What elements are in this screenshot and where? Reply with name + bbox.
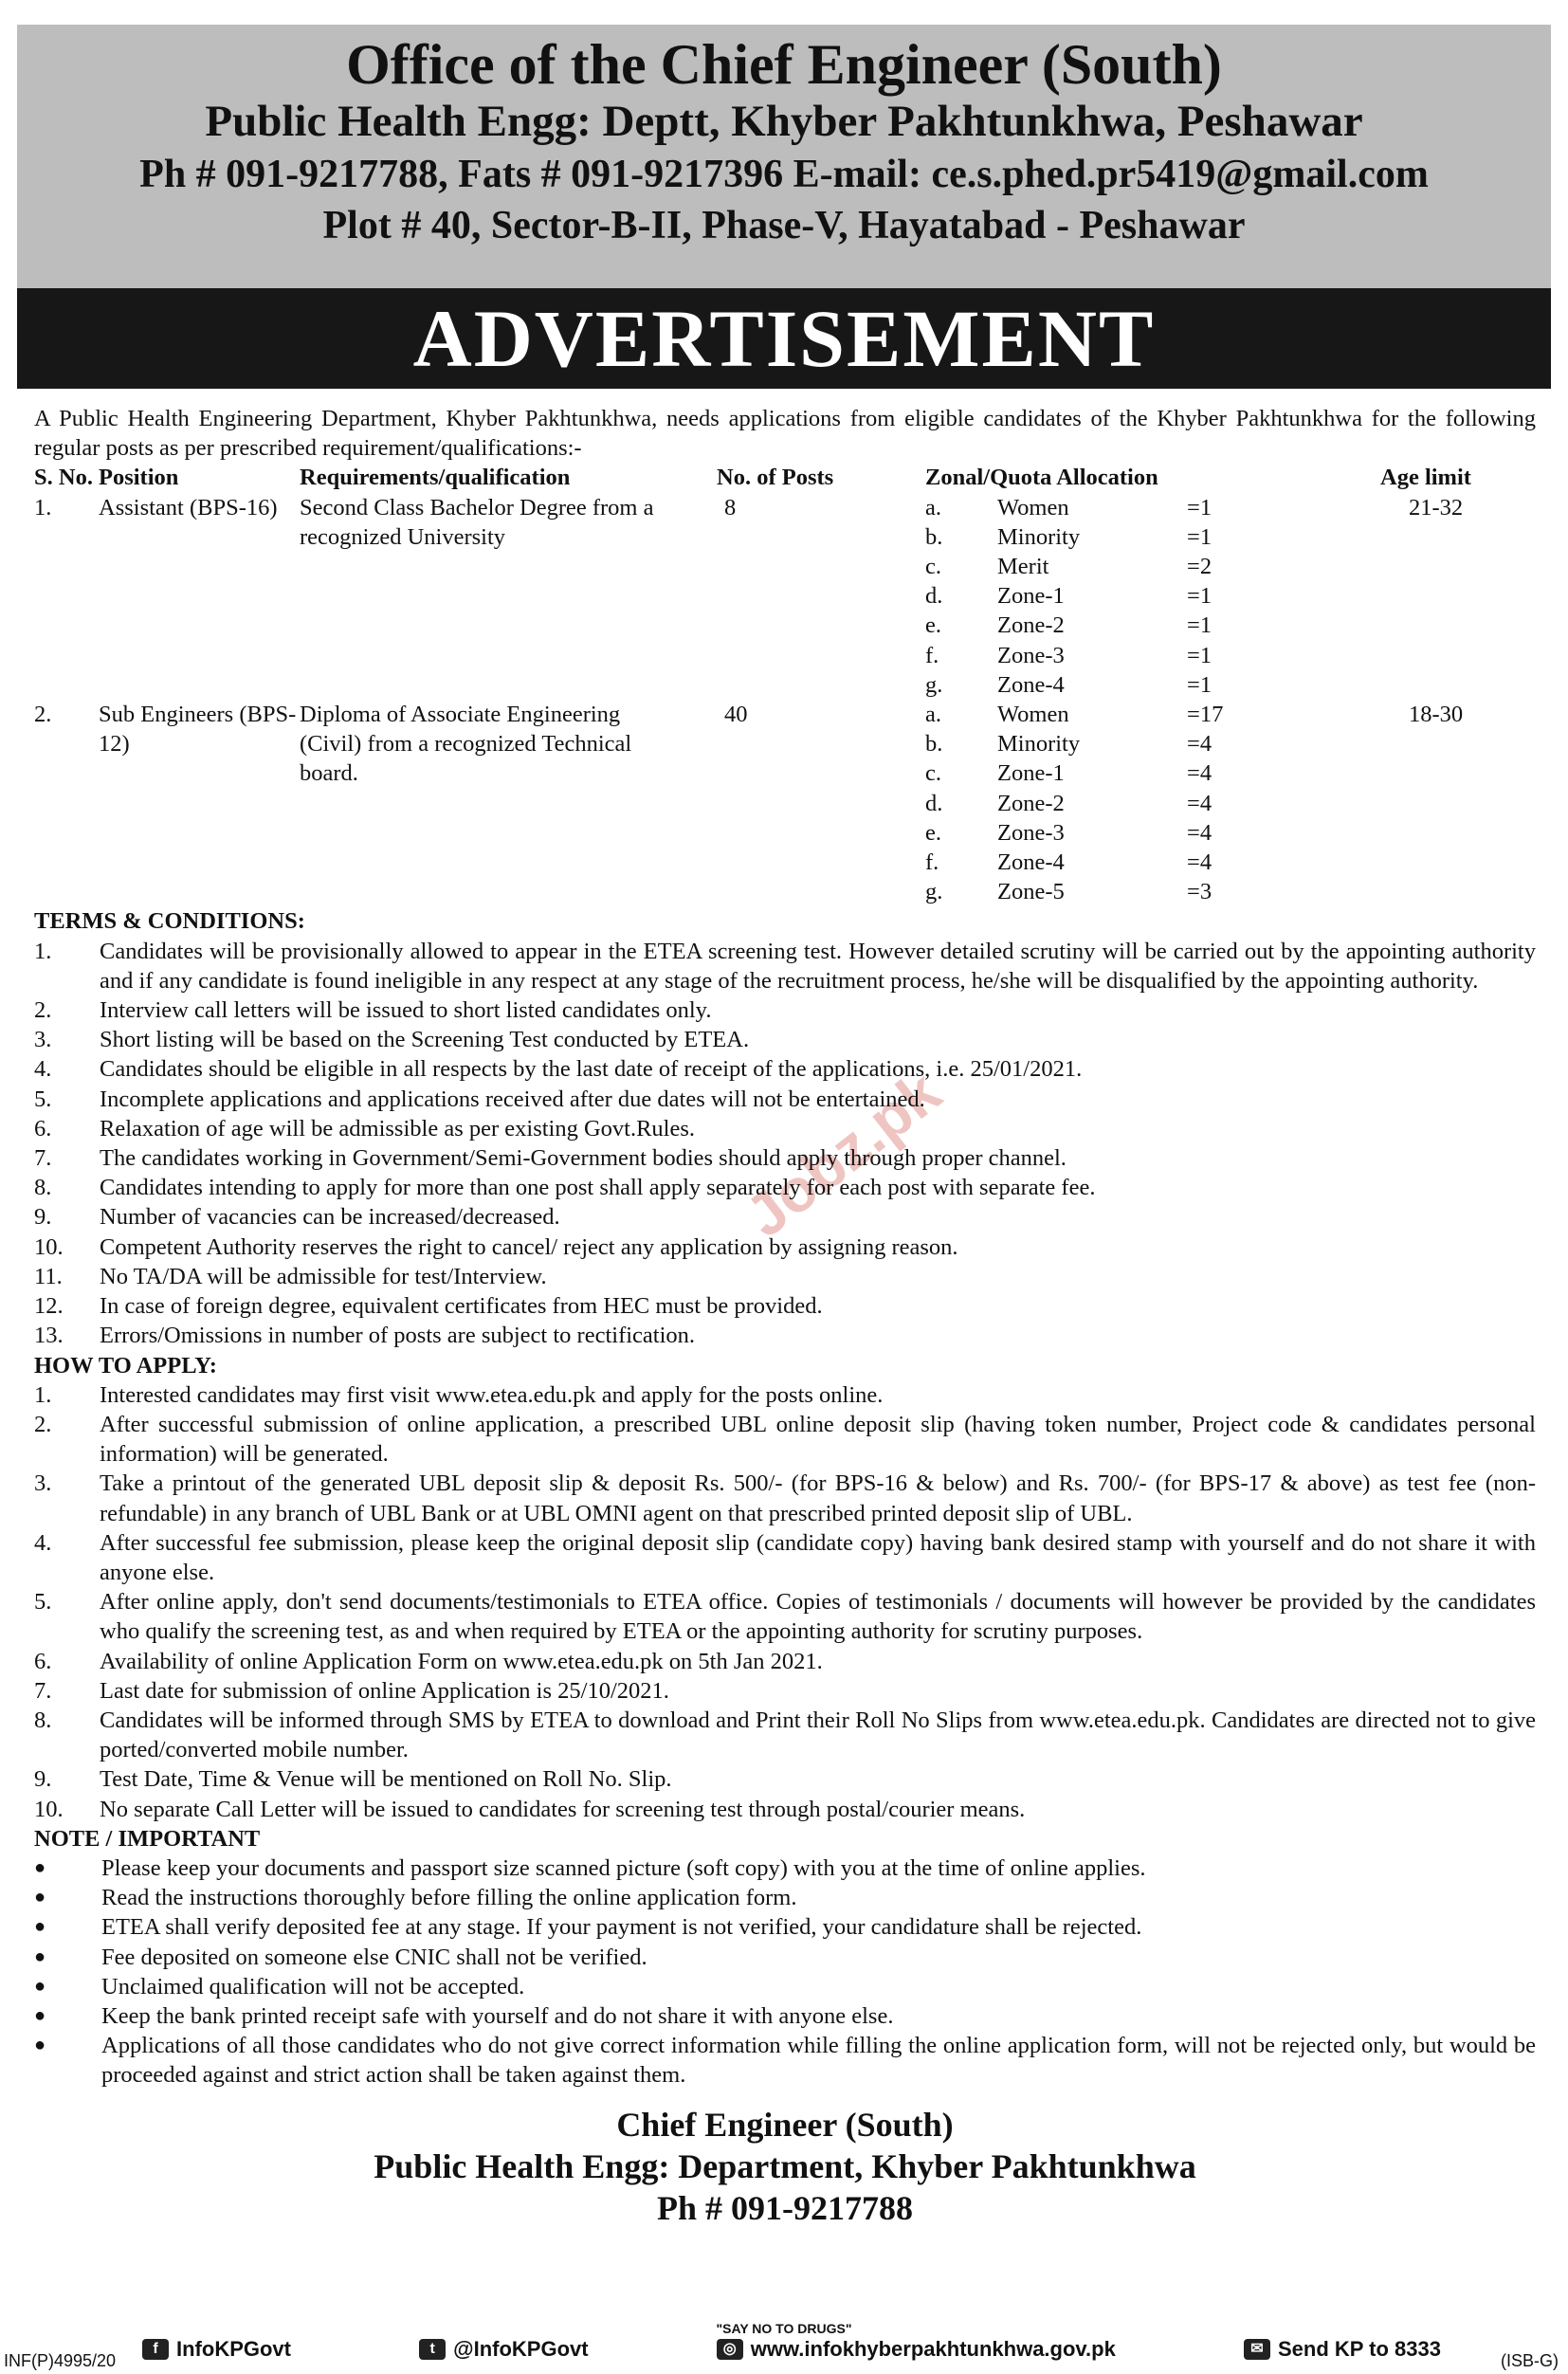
- bullet-icon: ●: [34, 2035, 46, 2056]
- footer: [142, 2337, 1441, 2362]
- list-item: 7. The candidates working in Government/Semi-Government bodies should apply through proper channel.: [34, 1145, 1067, 1172]
- header: [17, 25, 1551, 288]
- list-item: 10. Competent Authority reserves the right to cancel/ reject any application by assigning reason.: [34, 1233, 958, 1260]
- list-item: 3. Short listing will be based on the Screening Test conducted by ETEA.: [34, 1027, 750, 1053]
- row-posts: 8: [724, 494, 737, 520]
- list-item: 7. Last date for submission of online Application is 25/10/2021.: [34, 1677, 669, 1704]
- list-item: ● Please keep your documents and passport size scanned picture (soft copy) with you at the time of online applies.: [34, 1854, 1536, 1883]
- quota-item: c. Merit =2: [925, 554, 1212, 580]
- list-item: ● ETEA shall verify deposited fee at any stage. If your payment is not verified, your candidature shall be rejected.: [34, 1912, 1536, 1942]
- row-sno: 2.: [34, 702, 52, 728]
- list-item: 6. Availability of online Application Form on www.etea.edu.pk on 5th Jan 2021.: [34, 1648, 823, 1674]
- posts-table: [34, 463, 1536, 906]
- quota-item: e. Zone-3 =4: [925, 819, 1212, 846]
- list-item: 12. In case of foreign degree, equivalent certificates from HEC must be provided.: [34, 1293, 823, 1320]
- row-age: 18-30: [1409, 702, 1464, 728]
- advertisement-banner: ADVERTISEMENT: [17, 288, 1551, 389]
- row-quota: [925, 700, 1380, 906]
- row-posts: 40: [724, 702, 748, 728]
- globe-icon: ◎: [717, 2339, 743, 2360]
- reference-number: INF(P)4995/20: [4, 2351, 117, 2370]
- terms-list: [34, 937, 1536, 1351]
- quota-item: g. Zone-5 =3: [925, 879, 1212, 905]
- list-item: ● Unclaimed qualification will not be accepted.: [34, 1972, 1536, 2001]
- apply-list: [34, 1380, 1536, 1824]
- row-requirements: Diploma of Associate Engineering (Civil) from a recognized Technical board.: [300, 702, 632, 787]
- list-item: 2. After successful submission of online application, a prescribed UBL online deposit slip (having token number, Project code & candidates personal information) will be generated.: [34, 1411, 1536, 1468]
- list-item: ● Applications of all those candidates who do not give correct information while filling the online application form, will not be rejected only, but would be proceeded against and strict action shall be taken against them.: [34, 2031, 1536, 2090]
- list-item: 4. After successful fee submission, please keep the original deposit slip (candidate copy) having bank desired stamp with yourself and do not share it with anyone else.: [34, 1529, 1536, 1585]
- content: [34, 404, 1536, 2229]
- row-age: 21-32: [1409, 494, 1464, 520]
- signatory-phone: Ph # 091-9217788: [657, 2188, 913, 2227]
- list-item: 6. Relaxation of age will be admissible as per existing Govt.Rules.: [34, 1115, 696, 1141]
- list-item: ● Keep the bank printed receipt safe with yourself and do not share it with anyone else.: [34, 2001, 1536, 2031]
- department-name: Public Health Engg: Deptt, Khyber Pakhtunkhwa, Peshawar: [205, 97, 1363, 146]
- quota-item: f. Zone-4 =4: [925, 849, 1212, 876]
- sms-info: ✉ Send KP to 8333: [1244, 2337, 1441, 2362]
- address-line: Plot # 40, Sector-B-II, Phase-V, Hayatabad - Peshawar: [322, 204, 1246, 247]
- contact-line: Ph # 091-9217788, Fats # 091-9217396 E-mail: ce.s.phed.pr5419@gmail.com: [139, 153, 1429, 196]
- list-item: 11. No TA/DA will be admissible for test/Interview.: [34, 1263, 547, 1289]
- header-posts: No. of Posts: [717, 465, 834, 491]
- quota-item: g. Zone-4 =1: [925, 671, 1212, 698]
- twitter-icon: t: [419, 2339, 446, 2360]
- row-sno: 1.: [34, 494, 52, 520]
- bullet-icon: ●: [34, 1945, 46, 1967]
- list-item: 9. Test Date, Time & Venue will be mentioned on Roll No. Slip.: [34, 1766, 672, 1793]
- intro-text: A Public Health Engineering Department, Khyber Pakhtunkhwa, needs applications from eligible candidates of the Khyber Pakhtunkhwa for the following regular posts as per prescribed requirement/qualifications:-: [34, 406, 1536, 462]
- bullet-icon: ●: [34, 2004, 46, 2026]
- quota-item: b. Minority =1: [925, 523, 1212, 550]
- table-header: [34, 463, 1536, 492]
- quota-item: a. Women =1: [925, 494, 1212, 520]
- website-link[interactable]: ◎ www.infokhyberpakhtunkhwa.gov.pk: [717, 2337, 1116, 2362]
- quota-item: e. Zone-2 =1: [925, 612, 1212, 639]
- apply-title: HOW TO APPLY:: [34, 1352, 217, 1379]
- list-item: 10. No separate Call Letter will be issued to candidates for screening test through postal/courier means.: [34, 1796, 1026, 1822]
- signatory-department: Public Health Engg: Department, Khyber Pakhtunkhwa: [374, 2146, 1196, 2185]
- signature-block: [34, 2104, 1536, 2229]
- list-item: 1. Interested candidates may first visit www.etea.edu.pk and apply for the posts online.: [34, 1381, 884, 1408]
- row-position: Sub Engineers (BPS-12): [99, 702, 297, 758]
- quota-item: d. Zone-2 =4: [925, 790, 1212, 816]
- table-row: [34, 493, 1536, 700]
- list-item: 4. Candidates should be eligible in all respects by the last date of receipt of the applications, i.e. 25/01/2021.: [34, 1056, 1083, 1083]
- quota-item: d. Zone-1 =1: [925, 583, 1212, 610]
- twitter-link[interactable]: t @InfoKPGovt: [419, 2337, 588, 2362]
- list-item: 9. Number of vacancies can be increased/decreased.: [34, 1204, 560, 1231]
- list-item: ● Fee deposited on someone else CNIC shall not be verified.: [34, 1943, 1536, 1972]
- list-item: 2. Interview call letters will be issued to short listed candidates only.: [34, 997, 712, 1024]
- table-row: [34, 700, 1536, 906]
- bullet-icon: ●: [34, 1856, 46, 1878]
- header-quota: Zonal/Quota Allocation: [925, 465, 1158, 491]
- signatory-title: Chief Engineer (South): [616, 2105, 954, 2144]
- row-requirements: Second Class Bachelor Degree from a recognized University: [300, 494, 654, 550]
- header-position: Position: [99, 465, 179, 491]
- bullet-icon: ●: [34, 1916, 46, 1938]
- list-item: 8. Candidates will be informed through SMS by ETEA to download and Print their Roll No Slips from www.etea.edu.pk. Candidates are directed not to give ported/converted mobile number.: [34, 1707, 1536, 1763]
- list-item: 13. Errors/Omissions in number of posts are subject to rectification.: [34, 1323, 696, 1349]
- facebook-icon: f: [142, 2339, 169, 2360]
- list-item: 8. Candidates intending to apply for more than one post shall apply separately for each post with separate fee.: [34, 1175, 1096, 1201]
- quota-item: a. Women =17: [925, 702, 1224, 728]
- quota-item: c. Zone-1 =4: [925, 760, 1212, 787]
- say-no-to-drugs: "SAY NO TO DRUGS": [716, 2321, 852, 2336]
- header-age: Age limit: [1380, 465, 1471, 491]
- office-title: Office of the Chief Engineer (South): [346, 33, 1222, 96]
- header-sno: S. No.: [34, 465, 93, 491]
- row-quota: [925, 493, 1380, 700]
- row-position: Assistant (BPS-16): [99, 494, 278, 520]
- list-item: 1. Candidates will be provisionally allowed to appear in the ETEA screening test. However detailed scrutiny will be carried out by the appointing authority and if any candidate is found ineligible in any respect at any stage of the recruitment process, he/she will be disqualified by the appointing authority.: [34, 938, 1536, 994]
- message-icon: ✉: [1244, 2339, 1270, 2360]
- watermark: Jobz.pk: [733, 1057, 954, 1251]
- terms-title: TERMS & CONDITIONS:: [34, 908, 305, 935]
- note-title: NOTE / IMPORTANT: [34, 1825, 261, 1852]
- list-item: 5. Incomplete applications and applications received after due dates will not be entertained.: [34, 1086, 925, 1112]
- quota-item: b. Minority =4: [925, 731, 1212, 758]
- list-item: ● Read the instructions thoroughly before filling the online application form.: [34, 1883, 1536, 1912]
- facebook-link[interactable]: f InfoKPGovt: [142, 2337, 291, 2362]
- list-item: 5. After online apply, don't send documents/testimonials to ETEA office. Copies of testimonials / documents will however be provided by the candidates who qualify the screening test, as and when required by ETEA or the appointing authority for scrutiny purposes.: [34, 1589, 1536, 1645]
- bullet-icon: ●: [34, 1975, 46, 1997]
- list-item: 3. Take a printout of the generated UBL deposit slip & deposit Rs. 500/- (for BPS-16 & below) and Rs. 700/- (for BPS-17 & above) as test fee (non-refundable) in any branch of UBL Bank or at UBL OMNI agent on that prescribed printed deposit slip of UBL.: [34, 1470, 1536, 1526]
- note-list: [34, 1854, 1536, 2091]
- quota-item: f. Zone-3 =1: [925, 642, 1212, 668]
- isb-code: (ISB-G): [1501, 2351, 1559, 2370]
- header-requirements: Requirements/qualification: [300, 465, 571, 491]
- bullet-icon: ●: [34, 1887, 46, 1908]
